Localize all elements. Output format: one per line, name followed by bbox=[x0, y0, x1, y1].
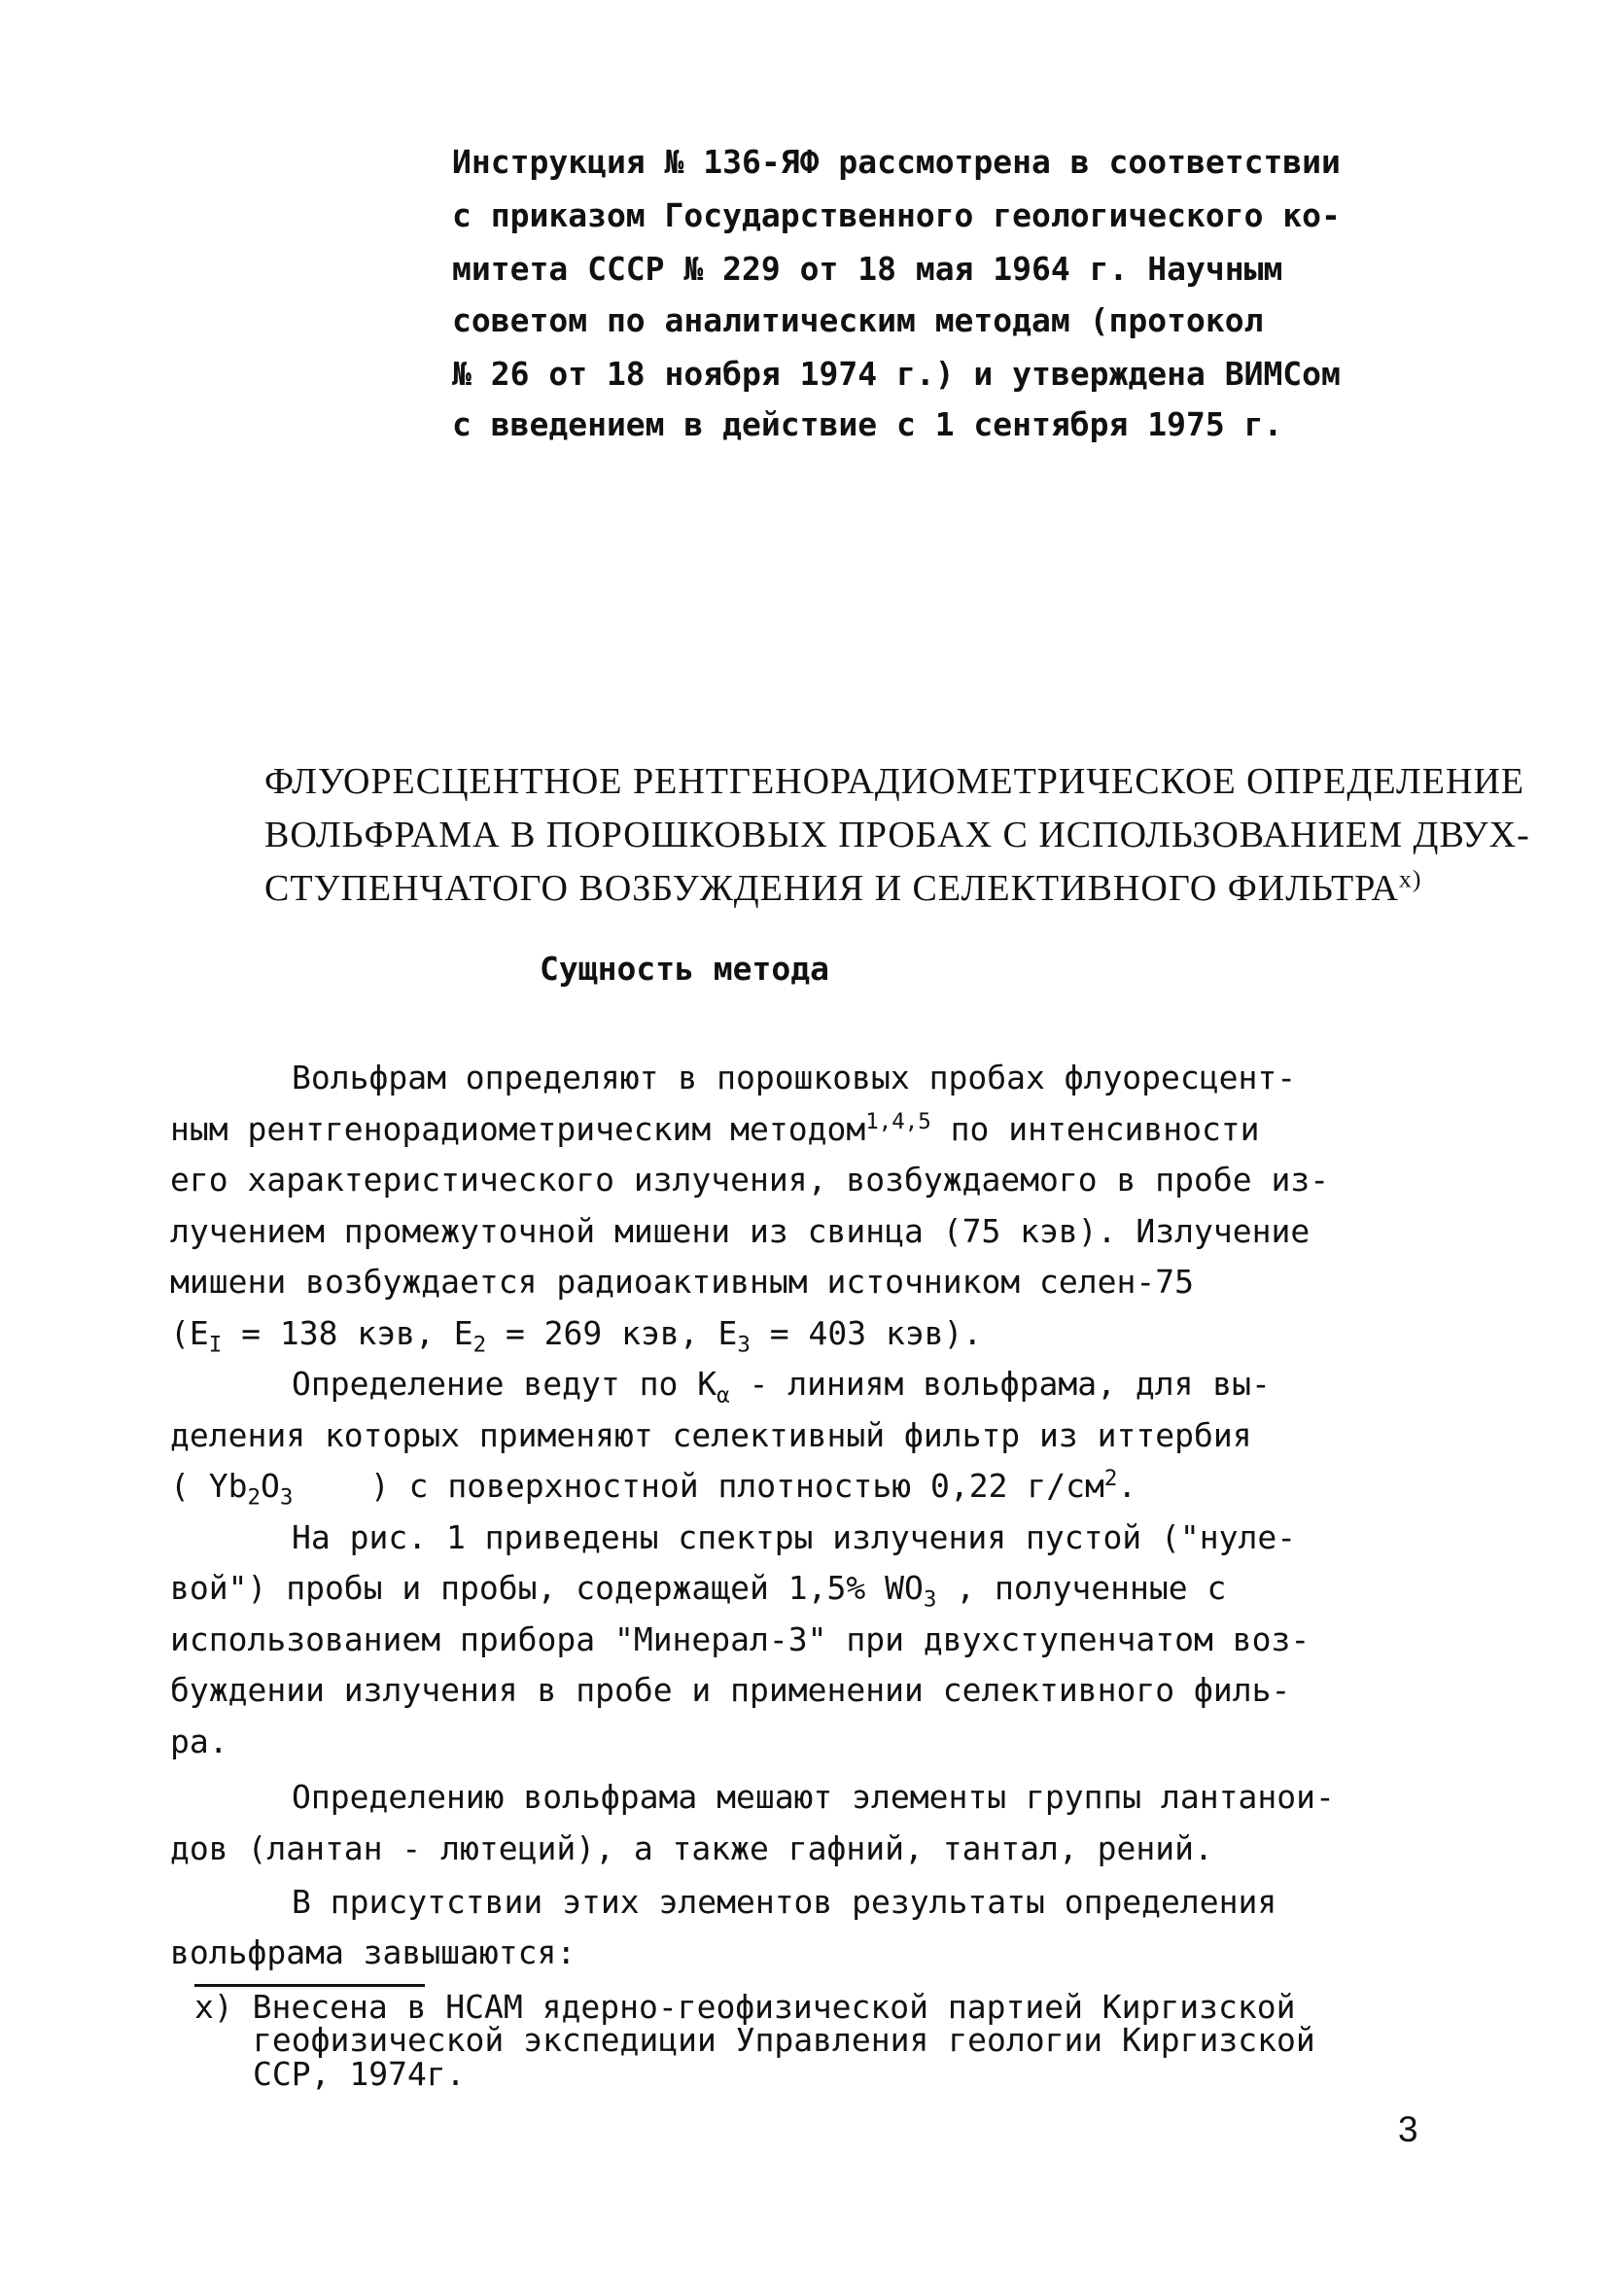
header-line: № 26 от 18 ноября 1974 г.) и утверждена ВИМСом bbox=[452, 355, 1341, 393]
reference-numbers: 1,4,5 bbox=[865, 1109, 931, 1134]
text-line: деления которых применяют селективный фильтр из иттербия bbox=[170, 1416, 1252, 1454]
energy-symbol: E bbox=[189, 1314, 209, 1352]
text-span: , полученные с bbox=[936, 1569, 1227, 1607]
energy-value: = 403 кэв). bbox=[750, 1314, 983, 1352]
text-line bbox=[170, 1109, 1260, 1148]
title-line: ФЛУОРЕСЦЕНТНОЕ РЕНТГЕНОРАДИОМЕТРИЧЕСКОЕ ОПРЕДЕЛЕНИЕ bbox=[264, 761, 1525, 802]
unit-superscript: 2 bbox=[1103, 1466, 1118, 1491]
header-line: с введением в действие с 1 сентября 1975 г. bbox=[452, 405, 1283, 443]
footnote-rule bbox=[194, 1984, 425, 1987]
formula-subscript: 2 bbox=[247, 1484, 261, 1511]
footnote-marker: x) bbox=[1398, 864, 1422, 893]
text-line: его характеристического излучения, возбуждаемого в пробе из- bbox=[170, 1161, 1330, 1199]
text-span: по интенсивности bbox=[930, 1110, 1260, 1148]
text-line: лучением промежуточной мишени из свинца (75 кэв). Излучение bbox=[170, 1212, 1311, 1250]
header-line: советом по аналитическим методам (протокол bbox=[452, 301, 1264, 339]
text-line: ра. bbox=[170, 1722, 228, 1760]
energy-value: = 138 кэв, bbox=[222, 1314, 454, 1352]
formula-subscript: 3 bbox=[923, 1586, 937, 1613]
text-span: . bbox=[1117, 1467, 1137, 1505]
energy-subscript: 3 bbox=[737, 1332, 751, 1358]
alpha-subscript: α bbox=[717, 1382, 730, 1409]
footnote-text: Внесена в НСАМ ядерно-геофизической партией Киргизской bbox=[252, 1988, 1296, 2026]
text-span: ным рентгенорадиометрическим методом bbox=[170, 1110, 866, 1148]
text-line: Определению вольфрама мешают элементы группы лантанои- bbox=[292, 1778, 1335, 1816]
text-span: ( Yb bbox=[170, 1467, 248, 1505]
footnote-mark: х) bbox=[194, 1988, 233, 2026]
text-line bbox=[292, 1365, 1271, 1409]
text-span: Определение ведут по K bbox=[292, 1365, 717, 1403]
text-span: - линиям вольфрама, для вы- bbox=[729, 1365, 1271, 1403]
header-line: митета СССР № 229 от 18 мая 1964 г. Научным bbox=[452, 250, 1283, 288]
text-line bbox=[170, 1466, 1137, 1511]
energy-symbol: E bbox=[717, 1314, 738, 1352]
text-line: буждении излучения в пробе и применении селективного филь- bbox=[170, 1671, 1291, 1709]
energy-subscript: 2 bbox=[472, 1332, 487, 1358]
footnote-line: ССР, 1974г. bbox=[253, 2055, 466, 2093]
energy-subscript: I bbox=[208, 1332, 223, 1358]
text-line: вольфрама завышаются: bbox=[170, 1933, 577, 1971]
header-line: с приказом Государственного геологического ко- bbox=[452, 196, 1341, 234]
header-line: Инструкция № 136-ЯФ рассмотрена в соответствии bbox=[452, 143, 1341, 181]
text-line: На рис. 1 приведены спектры излучения пустой ("нуле- bbox=[292, 1518, 1297, 1556]
text-line bbox=[170, 1569, 1227, 1613]
text-line: дов (лантан - лютеций), а также гафний, тантал, рений. bbox=[170, 1829, 1213, 1867]
title-line bbox=[264, 864, 1422, 909]
text-line: В присутствии этих элементов результаты определения bbox=[292, 1883, 1277, 1921]
text-span: ) с поверхностной плотностью 0,22 г/см bbox=[293, 1467, 1104, 1505]
title-line: ВОЛЬФРАМА В ПОРОШКОВЫХ ПРОБАХ С ИСПОЛЬЗОВАНИЕМ ДВУХ- bbox=[264, 815, 1530, 855]
footnote-line bbox=[194, 1988, 1296, 2026]
formula-subscript: 3 bbox=[279, 1484, 294, 1511]
text-span: O bbox=[261, 1467, 280, 1505]
text-line: использованием прибора "Минерал-3" при двухступенчатом воз- bbox=[170, 1620, 1311, 1658]
text-line: ($E_I = 138$ кэв, $E_2 = 269$ кэв, $E_3 = 403$ кэв). bbox=[170, 1314, 983, 1358]
energy-value: = 269 кэв, bbox=[486, 1314, 718, 1352]
text-line: мишени возбуждается радиоактивным источником селен-75 bbox=[170, 1263, 1194, 1301]
footnote-line: геофизической экспедиции Управления геологии Киргизской bbox=[253, 2021, 1315, 2059]
energy-symbol: E bbox=[453, 1314, 473, 1352]
text-span: вой") пробы и пробы, содержащей 1,5% WO bbox=[170, 1569, 924, 1607]
page-number: 3 bbox=[1398, 2109, 1418, 2149]
text-line: Вольфрам определяют в порошковых пробах флуоресцент- bbox=[292, 1059, 1297, 1096]
title-line-text: СТУПЕНЧАТОГО ВОЗБУЖДЕНИЯ И СЕЛЕКТИВНОГО ФИЛЬТРА bbox=[264, 868, 1399, 909]
section-heading: Сущность метода bbox=[540, 950, 830, 988]
